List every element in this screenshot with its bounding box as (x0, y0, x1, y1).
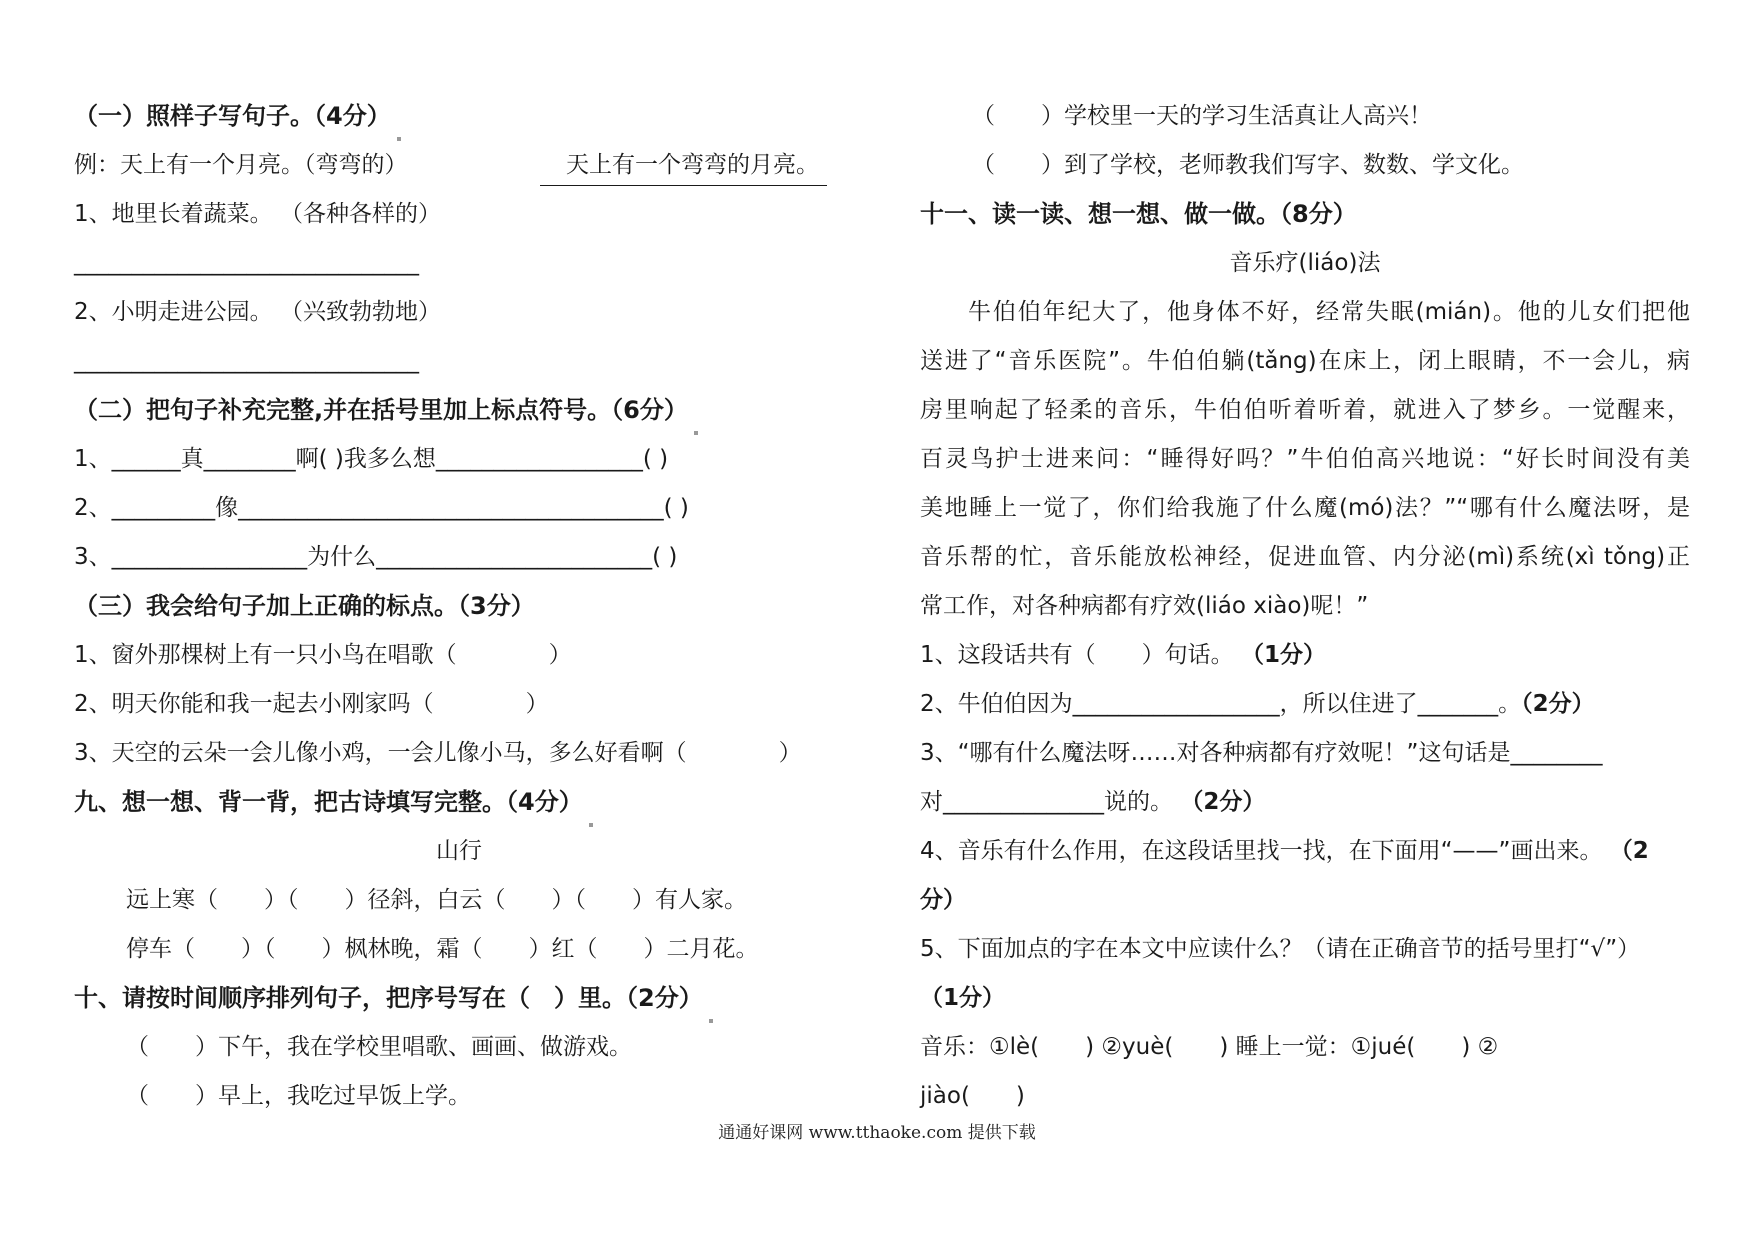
footer-credit: 通通好课网 www.tthaoke.com 提供下载 (718, 1123, 1036, 1143)
passage-line: 百灵鸟护士进来问：“睡得好吗？”牛伯伯高兴地说：“好长时间没有美 (920, 446, 1690, 472)
passage-line: 牛伯伯年纪大了，他身体不好，经常失眠(mián)。他的儿女们把他 (968, 299, 1690, 325)
section-11-heading: 十一、读一读、想一想、做一做。（8分） (920, 200, 1357, 228)
order-item-2[interactable]: （ ）早上，我吃过早饭上学。 (126, 1083, 471, 1109)
passage-line: 常工作，对各种病都有疗效(liáo xiào)呢！” (920, 593, 1369, 619)
section-2-question-2[interactable]: 2、_________像_____________________________________( ) (74, 495, 689, 521)
passage-line: 房里响起了轻柔的音乐，牛伯伯听着听着，就进入了梦乡。一觉醒来， (920, 397, 1690, 423)
poem-line-1[interactable]: 远上寒（ ）（ ）径斜，白云（ ）（ ）有人家。 (126, 887, 747, 913)
section-9-heading: 九、想一想、背一背，把古诗填写完整。（4分） (74, 778, 844, 827)
question-5: 5、下面加点的字在本文中应读什么？（请在正确音节的括号里打“√”） (920, 936, 1641, 962)
question-4-points-continued: 分） (920, 887, 966, 913)
question-5-points: （1分） (920, 985, 1006, 1011)
passage-line: 美地睡上一觉了，你们给我施了什么魔(mó)法？”“哪有什么魔法呀，是 (920, 495, 1690, 521)
section-1-answer-2[interactable]: ______________________________ (74, 348, 419, 374)
section-2-question-1[interactable]: 1、______真________啊( )我多么想__________________( ) (74, 446, 669, 472)
passage-title: 音乐疗(liáo)法 (1229, 250, 1381, 276)
question-4-text: 4、音乐有什么作用，在这段话里找一找，在下面用“——”画出来。 (920, 838, 1603, 864)
section-3-question-2[interactable]: 2、明天你能和我一起去小刚家吗（ ） (74, 691, 549, 717)
question-1-points: （1分） (1240, 642, 1326, 668)
section-10-heading: 十、请按时间顺序排列句子，把序号写在（ ）里。（2分） (74, 974, 844, 1023)
section-3-heading: （三）我会给句子加上正确的标点。（3分） (74, 592, 535, 620)
poem-title: 山行 (436, 838, 482, 864)
order-item-1[interactable]: （ ）下午，我在学校里唱歌、画画、做游戏。 (126, 1034, 632, 1060)
section-1-question-2: 2、小明走进公园。 （兴致勃勃地） (74, 299, 441, 325)
example-sentence: 例：天上有一个月亮。（弯弯的） (74, 152, 408, 178)
question-3-line-2: 对______________说的。 (920, 789, 1173, 815)
question-5-options-continued[interactable]: jiào( ) (920, 1083, 1025, 1109)
section-1-example (74, 141, 844, 190)
section-2-heading: （二）把句子补充完整,并在括号里加上标点符号。（6分） (74, 386, 844, 435)
question-3-continued[interactable] (920, 778, 1690, 827)
question-1[interactable] (920, 631, 1690, 680)
question-4[interactable] (920, 827, 1690, 876)
order-item-4[interactable]: （ ）到了学校，老师教我们写字、数数、学文化。 (972, 152, 1524, 178)
poem-line-2[interactable]: 停车（ ）（ ）枫林晚，霜（ ）红（ ）二月花。 (126, 936, 759, 962)
section-1-answer-1[interactable]: ______________________________ (74, 250, 419, 276)
section-3-question-3[interactable]: 3、天空的云朵一会儿像小鸡，一会儿像小马，多么好看啊（ ） (74, 740, 802, 766)
question-3[interactable]: 3、“哪有什么魔法呀……对各种病都有疗效呢！”这句话是________ (920, 740, 1603, 766)
left-column (74, 92, 844, 1121)
section-2-question-3[interactable]: 3、_________________为什么________________________( ) (74, 544, 678, 570)
question-4-points: （2 (1609, 838, 1649, 864)
section-1-question-1: 1、地里长着蔬菜。 （各种各样的） (74, 201, 441, 227)
right-column (920, 92, 1690, 1121)
section-3-question-1[interactable]: 1、窗外那棵树上有一只小鸟在唱歌（ ） (74, 642, 572, 668)
order-item-3[interactable]: （ ）学校里一天的学习生活真让人高兴！ (972, 103, 1432, 129)
question-3-points: （2分） (1180, 789, 1266, 815)
question-5-options[interactable]: 音乐：①lè( ) ②yuè( ) 睡上一觉：①jué( ) ② (920, 1034, 1499, 1060)
section-1-heading: （一）照样子写句子。（4分） (74, 92, 844, 141)
question-2-points: （2分） (1521, 691, 1595, 717)
example-answer: 天上有一个弯弯的月亮。 (540, 141, 827, 190)
question-2[interactable] (920, 680, 1690, 729)
question-1-text: 1、这段话共有（ ）句话。 (920, 642, 1234, 668)
passage-line: 送进了“音乐医院”。牛伯伯躺(tǎng)在床上，闭上眼睛，不一会儿，病 (920, 348, 1690, 374)
passage-line: 音乐帮的忙，音乐能放松神经，促进血管、内分泌(mì)系统(xì tǒng)正 (920, 544, 1690, 570)
question-2-text: 2、牛伯伯因为__________________，所以住进了_______。 (920, 691, 1522, 717)
